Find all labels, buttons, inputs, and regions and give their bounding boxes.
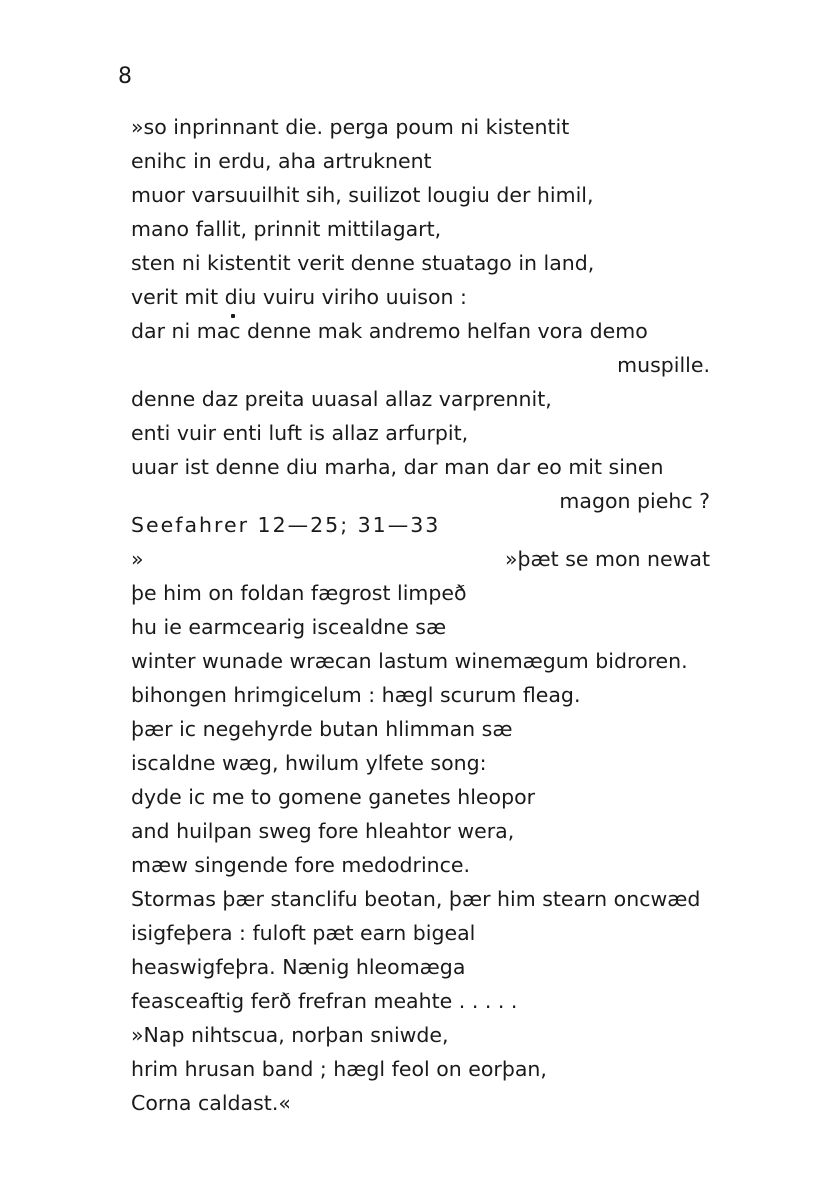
text-line: winter wunade wræcan lastum winemægum bidroren.: [131, 649, 688, 673]
text-line: »so inprinnant die. perga poum ni kistentit: [131, 115, 570, 139]
text-line: verit mit diu vuiru viriho uuison :: [131, 285, 467, 309]
text-line: »þæt se mon newat: [504, 547, 710, 571]
text-line: heaswigfeþra. Nænig hleomæga: [131, 955, 466, 979]
text-line: feasceaftig ferð frefran meahte . . . . .: [131, 989, 518, 1013]
text-line: and huilpan sweg fore hleahtor wera,: [131, 819, 515, 843]
text-line-runover: muspille.: [617, 353, 710, 377]
section-heading: Seefahrer 12—25; 31—33: [131, 513, 441, 537]
text-line: iscaldne wæg, hwilum ylfete song:: [131, 751, 487, 775]
text-line: þe him on foldan fægrost limpeð: [131, 581, 467, 605]
text-line: hrim hrusan band ; hægl feol on eorþan,: [131, 1057, 547, 1081]
text-line: isigfeþera : fuloft pæt earn bigeal: [131, 921, 476, 945]
text-line: Stormas þær stanclifu beotan, þær him stearn oncwæd: [131, 887, 701, 911]
page-number: 8: [118, 64, 132, 89]
text-line: mano fallit, prinnit mittilagart,: [131, 217, 442, 241]
text-line: dyde ic me to gomene ganetes hleopor: [131, 785, 536, 809]
text-line: denne daz preita uuasal allaz varprennit,: [131, 387, 552, 411]
text-line: »Nap nihtscua, norþan sniwde,: [131, 1023, 449, 1047]
text-line: Corna caldast.«: [131, 1091, 291, 1115]
text-line: muor varsuuilhit sih, suilizot lougiu der himil,: [131, 183, 594, 207]
text-line: mæw singende fore medodrince.: [131, 853, 471, 877]
text-line-runover: magon piehc ?: [559, 489, 710, 513]
quote-mark: »: [131, 547, 144, 571]
text-line: enti vuir enti luft is allaz arfurpit,: [131, 421, 469, 445]
text-line: enihc in erdu, aha artruknent: [131, 149, 432, 173]
text-line: uuar ist denne diu marha, dar man dar eo mit sinen: [131, 455, 664, 479]
text-line: bihongen hrimgicelum : hægl scurum fleag.: [131, 683, 581, 707]
text-line: þær ic negehyrde butan hlimman sæ: [131, 717, 513, 741]
text-line: sten ni kistentit verit denne stuatago in land,: [131, 251, 595, 275]
text-line: hu ie earmcearig iscealdne sæ: [131, 615, 447, 639]
text-line: dar ni mac denne mak andremo helfan vora demo: [131, 319, 648, 343]
